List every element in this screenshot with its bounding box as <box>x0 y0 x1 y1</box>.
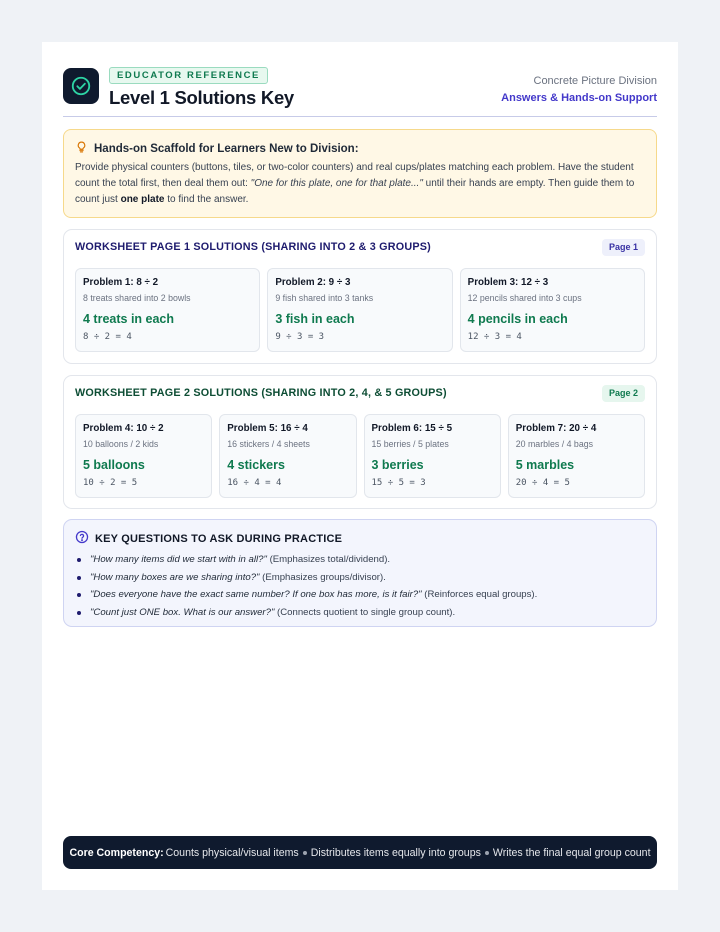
problem-card <box>75 414 212 498</box>
problem-description: 12 pencils shared into 3 cups <box>467 293 582 303</box>
problem-title: Problem 4: 10 ÷ 2 <box>83 423 164 434</box>
questions-list <box>75 551 645 621</box>
problem-title: Problem 5: 16 ÷ 4 <box>227 423 308 434</box>
problem-equation: 10 ÷ 2 = 5 <box>83 478 138 488</box>
footer-label: Core Competency: <box>69 846 164 859</box>
footer-item: Writes the final equal group count <box>492 846 651 859</box>
problem-answer: 4 stickers <box>227 458 285 472</box>
problem-answer: 4 pencils in each <box>467 312 568 326</box>
question-note: (Emphasizes total/dividend). <box>266 554 391 565</box>
list-item <box>75 551 645 569</box>
header-subtitle: Concrete Picture Division <box>533 75 657 87</box>
list-item <box>75 586 645 604</box>
problem-answer: 4 treats in each <box>83 312 175 326</box>
question-note: (Emphasizes groups/divisor). <box>259 571 386 583</box>
question-note: (Reinforces equal groups). <box>421 589 538 600</box>
problem-description: 20 marbles / 4 bags <box>515 439 594 449</box>
page2-solutions-section <box>63 375 657 509</box>
core-competency-footer <box>63 836 657 869</box>
problem-equation: 16 ÷ 4 = 4 <box>227 478 282 488</box>
problem-answer: 3 berries <box>371 458 424 472</box>
problem-answer: 5 balloons <box>83 458 145 472</box>
header <box>63 66 657 118</box>
footer-item: Distributes items equally into groups <box>310 846 481 859</box>
problem-description: 10 balloons / 2 kids <box>83 439 159 449</box>
list-item <box>75 604 645 622</box>
key-questions-box <box>63 519 657 627</box>
problem-card <box>219 414 356 498</box>
scaffold-emphasis: one plate <box>120 194 165 205</box>
question-text: "Count just ONE box. What is our answer?" <box>90 606 275 618</box>
problem-title: Problem 1: 8 ÷ 2 <box>83 277 159 288</box>
scaffold-heading: Hands-on Scaffold for Learners New to Division: <box>94 142 359 155</box>
problem-answer: 5 marbles <box>515 458 575 472</box>
problem-equation: 12 ÷ 3 = 4 <box>467 332 522 342</box>
problem-description: 16 stickers / 4 sheets <box>227 439 310 449</box>
problem-description: 9 fish shared into 3 tanks <box>275 293 374 303</box>
header-meta <box>501 73 657 107</box>
check-circle-icon <box>63 68 99 104</box>
questions-heading-row <box>75 530 645 547</box>
problem-equation: 15 ÷ 5 = 3 <box>371 478 426 488</box>
header-subtitle-2: Answers & Hands-on Support <box>501 92 657 104</box>
problem-equation: 20 ÷ 4 = 5 <box>515 478 570 488</box>
question-text: "How many boxes are we sharing into?" <box>90 571 260 583</box>
separator-dot <box>485 851 489 855</box>
problem-card <box>75 268 260 352</box>
section-title: WORKSHEET PAGE 1 SOLUTIONS (SHARING INTO 2 & 3 GROUPS) <box>75 241 431 253</box>
section-title: WORKSHEET PAGE 2 SOLUTIONS (SHARING INTO 2, 4, & 5 GROUPS) <box>75 387 447 399</box>
problem-description: 15 berries / 5 plates <box>371 439 449 449</box>
problem-title: Problem 7: 20 ÷ 4 <box>515 423 597 434</box>
questions-heading: KEY QUESTIONS TO ASK DURING PRACTICE <box>95 532 343 545</box>
question-text: "Does everyone have the exact same number? If one box has more, is it fair?" <box>90 589 422 600</box>
problem-description: 8 treats shared into 2 bowls <box>83 293 191 303</box>
scaffold-text-part: until their hands are empty. Then guide them to count just <box>75 178 635 205</box>
scaffold-quote: "One for this plate, one for that plate..." <box>250 178 423 189</box>
list-item <box>75 569 645 587</box>
scaffold-callout <box>63 129 657 218</box>
solutions-page <box>42 42 678 890</box>
header-divider <box>63 116 657 117</box>
question-circle-icon <box>75 530 89 547</box>
question-note: (Connects quotient to single group count). <box>274 606 456 618</box>
problem-title: Problem 2: 9 ÷ 3 <box>275 277 351 288</box>
educator-badge: EDUCATOR REFERENCE <box>109 67 268 84</box>
scaffold-heading-row <box>75 140 645 157</box>
problem-cards <box>75 414 645 498</box>
problem-card <box>460 268 645 352</box>
problem-title: Problem 3: 12 ÷ 3 <box>467 277 549 288</box>
lightbulb-icon <box>75 140 88 157</box>
page-pill: Page 1 <box>602 239 645 256</box>
problem-card <box>508 414 645 498</box>
problem-cards <box>75 268 645 352</box>
problem-equation: 8 ÷ 2 = 4 <box>83 332 132 342</box>
question-text: "How many items did we start with in all?" <box>90 554 267 565</box>
page1-solutions-section <box>63 229 657 364</box>
problem-answer: 3 fish in each <box>275 312 355 326</box>
scaffold-text <box>75 160 645 208</box>
footer-item: Counts physical/visual items <box>165 846 299 859</box>
separator-dot <box>303 851 307 855</box>
problem-title: Problem 6: 15 ÷ 5 <box>371 423 453 434</box>
problem-card <box>364 414 501 498</box>
scaffold-text-part: Provide physical counters (buttons, tiles, or two-color counters) and real cups/plates matching each problem. Have the student count the total first, then deal them out: <box>75 162 634 189</box>
problem-equation: 9 ÷ 3 = 3 <box>275 332 325 342</box>
page-pill: Page 2 <box>602 385 645 402</box>
scaffold-text-part: to find the answer. <box>164 194 249 205</box>
page-title: Level 1 Solutions Key <box>109 87 294 108</box>
problem-card <box>267 268 452 352</box>
